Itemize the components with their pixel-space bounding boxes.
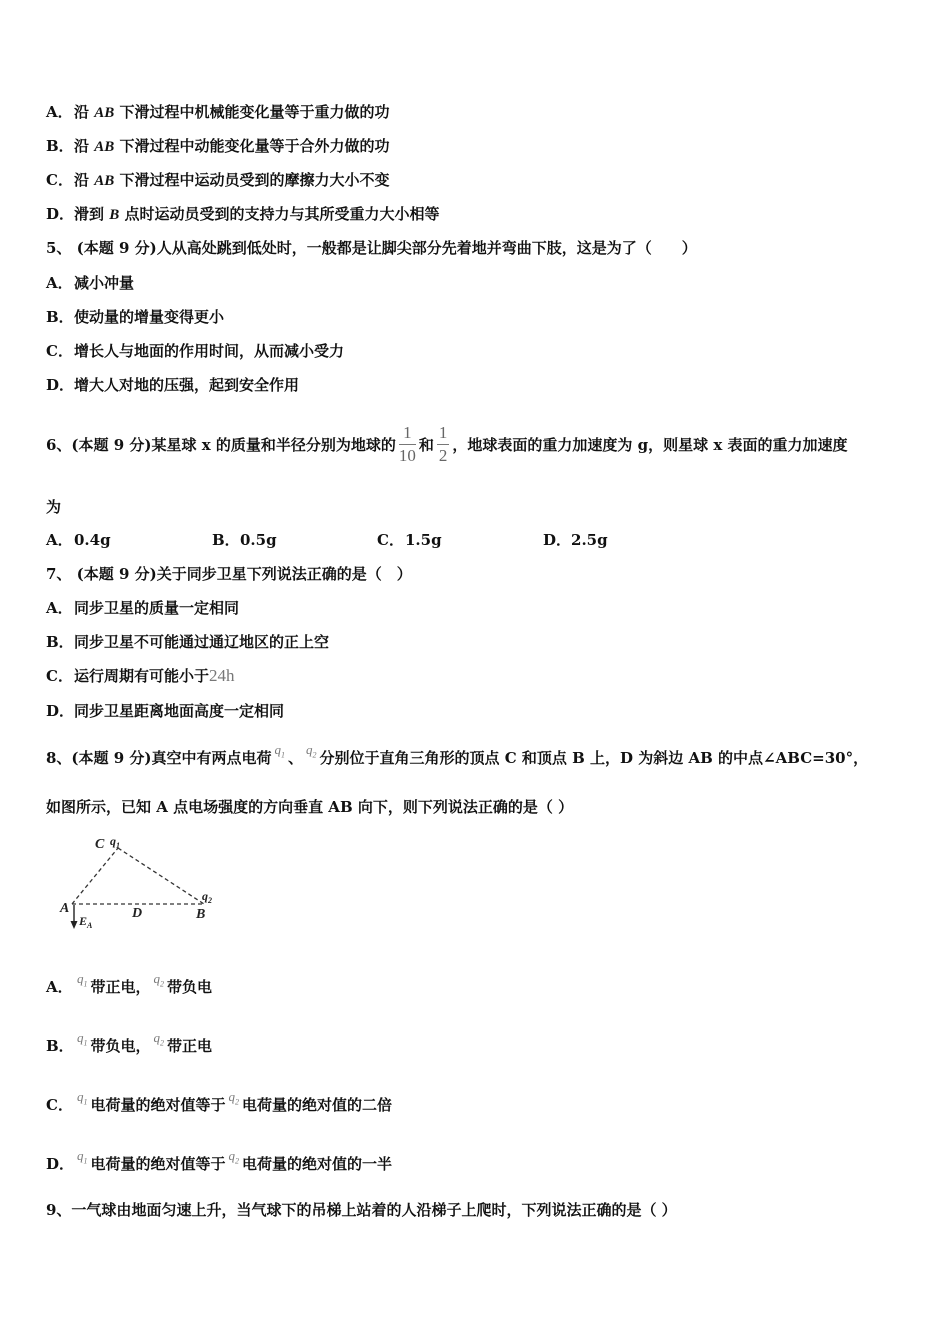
q8-option-a: A． $q_1$ 带正电， $q_2$ 带负电 (46, 971, 213, 996)
q1-symbol: $q_1$ (77, 1030, 88, 1048)
q1-symbol: $q_1$ (274, 742, 286, 760)
q4-option-d: D．滑到 B 点时运动员受到的支持力与其所受重力大小相等 (46, 205, 440, 223)
q5-option-d: D．增大人对地的压强，起到安全作用 (46, 376, 300, 394)
label-b: B (196, 907, 206, 922)
label-q2: $q_2$ (202, 889, 212, 905)
q1-symbol: $q_1$ (77, 971, 88, 989)
q7-option-c: C．运行周期有可能小于24h (46, 666, 235, 685)
q8-stem: 8、(本题 9 分)真空中有两点电荷 $q_1$ 、 $q_2$ 分别位于直角三角形的顶点 C 和顶点 B 上，D 为斜边 AB 的中点∠ABC=30°， (46, 742, 869, 767)
q5-stem: 5、 (本题 9 分)人从高处跳到低处时，一般都是让脚尖部分先着地并弯曲下肢，这是为了（ ） (46, 239, 697, 257)
q4-option-b: B．沿 AB 下滑过程中动能变化量等于合外力做的功 (46, 137, 390, 155)
q2-symbol: $q_2$ (153, 1030, 165, 1048)
q2-symbol: $q_2$ (306, 742, 317, 760)
triangle-figure (46, 828, 236, 938)
q6-option-c: C．1.5g (377, 531, 442, 549)
q5-option-c: C．增长人与地面的作用时间，从而减小受力 (46, 342, 345, 360)
q7-option-a: A．同步卫星的质量一定相同 (46, 599, 240, 617)
q8-option-b: B． $q_1$ 带负电， $q_2$ 带正电 (46, 1030, 213, 1055)
q2-symbol: $q_2$ (153, 971, 165, 989)
label-ea: $E_A$ (79, 914, 93, 930)
label-d: D (132, 906, 143, 921)
q7-option-d: D．同步卫星距离地面高度一定相同 (46, 702, 285, 720)
q4-option-c: C．沿 AB 下滑过程中运动员受到的摩擦力大小不变 (46, 171, 390, 189)
q8-option-d: D． $q_1$ 电荷量的绝对值等于 $q_2$ 电荷量的绝对值的一半 (46, 1148, 393, 1173)
fraction-one-tenth: $\frac{1}{10}$ (398, 422, 416, 465)
q6-stem: 6、(本题 9 分)某星球 x 的质量和半径分别为地球的 $\frac{1}{10}$ 和 $\frac{1}{2}$ ，地球表面的重力加速度为 g，则星球 x 表面的重力加速度 (46, 422, 848, 465)
q1-symbol: $q_1$ (77, 1089, 88, 1107)
q1-symbol: $q_1$ (77, 1148, 88, 1166)
q5-option-a: A．减小冲量 (46, 274, 135, 292)
q7-stem: 7、 (本题 9 分)关于同步卫星下列说法正确的是（ ） (46, 565, 412, 583)
fraction-one-half: $\frac{1}{2}$ (438, 422, 448, 465)
q8-stem-cont: 如图所示，已知 A 点电场强度的方向垂直 AB 向下，则下列说法正确的是（ ） (46, 798, 574, 816)
q7-option-b: B．同步卫星不可能通过通辽地区的正上空 (46, 633, 330, 651)
side-cb (118, 848, 204, 904)
q6-option-a: A．0.4g (46, 531, 111, 549)
field-arrow-head (71, 921, 78, 929)
side-ac (72, 848, 118, 904)
label-c: C (95, 837, 105, 852)
q2-symbol: $q_2$ (228, 1089, 240, 1107)
q5-option-b: B．使动量的增量变得更小 (46, 308, 225, 326)
q8-option-c: C． $q_1$ 电荷量的绝对值等于 $q_2$ 电荷量的绝对值的二倍 (46, 1089, 393, 1114)
q6-option-b: B．0.5g (212, 531, 277, 549)
label-a: A (60, 901, 70, 916)
q2-symbol: $q_2$ (228, 1148, 240, 1166)
q6-option-d: D．2.5g (543, 531, 608, 549)
q4-option-a: A．沿 AB 下滑过程中机械能变化量等于重力做的功 (46, 103, 390, 121)
q6-stem-cont: 为 (46, 498, 62, 516)
label-q1: $q_1$ (110, 834, 120, 850)
q9-stem: 9、一气球由地面匀速上升，当气球下的吊梯上站着的人沿梯子上爬时，下列说法正确的是（ ） (46, 1201, 677, 1219)
